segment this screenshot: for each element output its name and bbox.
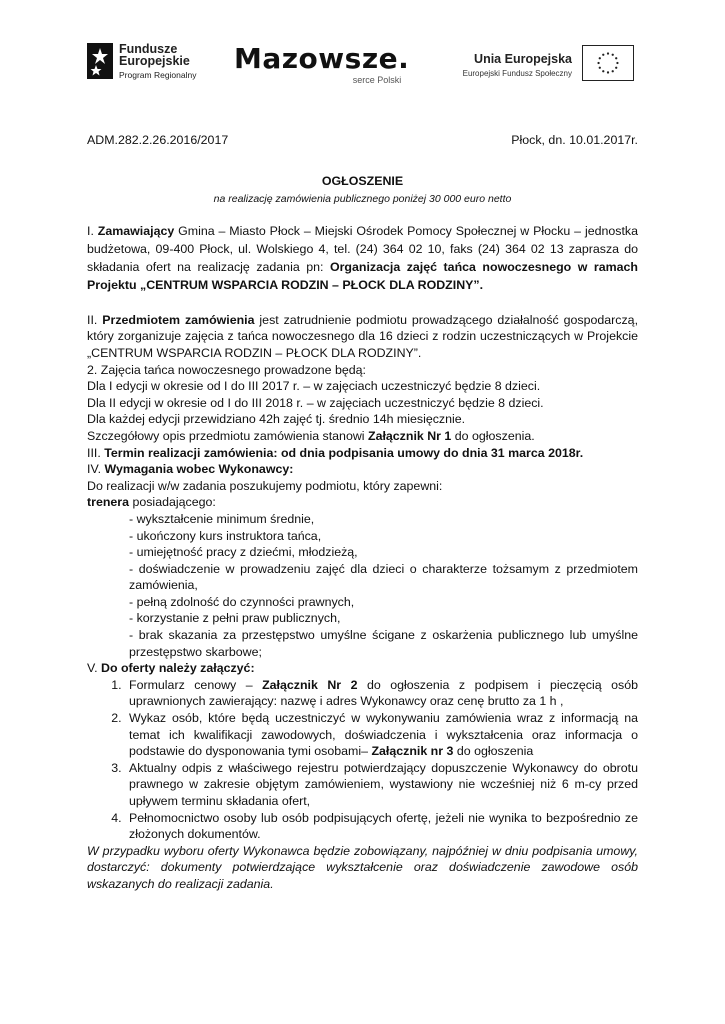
document-subtitle: na realizację zamówienia publicznego poniżej 30 000 euro netto xyxy=(213,193,512,206)
fe-line3: Program Regionalny xyxy=(119,70,197,80)
sec4-prefix: IV. xyxy=(87,462,105,477)
requirement-item: - ukończony kurs instruktora tańca, xyxy=(129,528,322,543)
sec1-text: Gmina – Miasto Płock – Miejski Ośrodek Pomocy Społecznej w Płocku – jednostka budżetowa, 09-400 Płock, ul. Wolskiego 4, tel. (24) 364 02 10, faks (24) 364 02 13 zaprasza do składania ofert na realizację zadania pn: xyxy=(87,223,638,274)
sec2-line6-post: do ogłoszenia. xyxy=(451,428,535,443)
sec2-line5: Dla każdej edycji przewidziano 42h zajęć tj. średnio 14h miesięcznie. xyxy=(87,412,466,427)
sec2-line3: Dla I edycji w okresie od I do III 2017 r. – w zajęciach uczestniczyć będzie 8 dzieci. xyxy=(87,379,541,394)
sec2-line6-pre: Szczegółowy opis przedmiotu zamówienia stanowi xyxy=(87,428,368,443)
section-2-subject xyxy=(87,312,638,445)
sec4-trainer-rest: posiadającego: xyxy=(129,495,216,510)
attachment-item-2 xyxy=(125,710,638,760)
requirement-item: - brak skazania za przestępstwo umyślne ścigane z oskarżenia publicznego lub umyślne przestępstwo skarbowe; xyxy=(129,628,638,659)
announcement-document xyxy=(87,128,638,893)
sec5-label: Do oferty należy załączyć: xyxy=(101,661,255,676)
sec4-trainer: trenera xyxy=(87,495,130,510)
sec2-line6 xyxy=(87,428,638,445)
fundusze-europejskie-logo xyxy=(87,43,196,81)
requirement-item: - pełną zdolność do czynności prawnych, xyxy=(129,594,355,609)
sec3-text: Termin realizacji zamówienia: od dnia podpisania umowy do dnia 31 marca 2018r. xyxy=(104,445,584,460)
reference-number: ADM.282.2.26.2016/2017 xyxy=(87,133,229,147)
sec2-prefix: II. xyxy=(87,312,103,327)
ue-title: Unia Europejska xyxy=(474,52,572,66)
sec2-line6-bold: Załącznik Nr 1 xyxy=(368,428,452,443)
section-4-requirements xyxy=(87,461,638,660)
mazowsze-logo xyxy=(234,44,409,89)
sec3-prefix: III. xyxy=(87,445,105,460)
attachments-list xyxy=(87,677,638,843)
requirement-item: - umiejętność pracy z dziećmi, młodzieżą, xyxy=(129,545,358,560)
requirement-item: - wykształcenie minimum średnie, xyxy=(129,511,315,526)
fe-line1: Fundusze xyxy=(119,42,178,56)
attachment-item-1 xyxy=(125,677,638,710)
mazowsze-tagline: serce Polski xyxy=(352,75,402,85)
sec2-line4: Dla II edycji w okresie od I do III 2018 r. – w zajęciach uczestniczyć będzie 8 dzieci. xyxy=(87,395,544,410)
sec5-prefix: V. xyxy=(87,661,102,676)
sec1-prefix: I. xyxy=(87,223,98,238)
item1-bold: Załącznik Nr 2 xyxy=(262,677,358,692)
sec4-intro: Do realizacji w/w zadania poszukujemy podmiotu, który zapewni: xyxy=(87,478,443,493)
sec2-label: Przedmiotem zamówienia xyxy=(102,312,255,327)
eu-flag-icon xyxy=(582,45,634,81)
sec1-label: Zamawiający xyxy=(97,223,175,238)
requirement-item: - korzystanie z pełni praw publicznych, xyxy=(129,611,341,626)
section-1-contracting-party xyxy=(87,222,638,294)
item1-pre: Formularz cenowy – xyxy=(129,677,263,692)
document-title: OGŁOSZENIE xyxy=(321,173,404,188)
attachment-item-4: 4. Pełnomocnictwo osoby lub osób podpisujących ofertę, jeżeli nie wynika to bezpośrednio ze złożonych dokumentów. xyxy=(125,810,638,843)
sec1-task: Organizacja zajęć tańca nowoczesnego w ramach Projektu „CENTRUM WSPARCIA RODZIN – PŁOCK DLA RODZINY”. xyxy=(87,259,638,292)
fe-line2: Europejskie xyxy=(119,54,190,68)
place-date: Płock, dn. 10.01.2017r. xyxy=(511,133,638,147)
sec2-line2: 2. Zajęcia tańca nowoczesnego prowadzone będą: xyxy=(87,362,366,377)
section-3-deadline xyxy=(87,445,638,462)
unia-europejska-logo xyxy=(456,52,572,83)
sec4-label: Wymagania wobec Wykonawcy: xyxy=(104,462,294,477)
section-5-attachments xyxy=(87,660,638,843)
closing-note: W przypadku wyboru oferty Wykonawca będzie zobowiązany, najpóźniej w dniu podpisania umowy, dostarczyć: dokumenty potwierdzające wykształcenie oraz doświadczenie zawodowe osób wskazanych do realizacji zadania. xyxy=(87,843,638,891)
item1-post: do ogłoszenia z podpisem i pieczęcią osób uprawnionych zawierający: nazwę i adres Wykonawcy oraz cenę brutto za 1 h , xyxy=(129,677,638,709)
sec2-text: jest zatrudnienie podmiotu prowadzącego działalność gospodarczą, który zorganizuje zajęcia z tańca nowoczesnego dla 16 dzieci z rodzin uczestniczących w Projekcie „CENTRUM WSPARCIA RODZIN – PŁOCK DLA RODZINY”. xyxy=(87,312,639,360)
item2-post: do ogłoszenia xyxy=(453,744,534,759)
item2-bold: Załącznik nr 3 xyxy=(371,744,454,759)
item2-pre: Wykaz osób, które będą uczestniczyć w wykonywaniu zamówienia wraz z informacją na temat ich kwalifikacji zawodowych, doświadczenia i wykształcenia oraz informacja o podstawie do dysponowania tymi osobami– xyxy=(129,711,638,759)
ue-subtitle: Europejski Fundusz Społeczny xyxy=(462,69,572,78)
requirement-item: - doświadczenie w prowadzeniu zajęć dla dzieci o charakterze tożsamym z przedmiotem zamówienia, xyxy=(129,561,638,593)
attachment-item-3: 3. Aktualny odpis z właściwego rejestru potwierdzający dopuszczenie Wykonawcy do obrotu prawnego w zakresie objętym zamówieniem, wystawiony nie wcześniej niż 6 m-cy przed upływem terminu składania ofert, xyxy=(125,760,638,810)
mazowsze-wordmark: Mazowsze. xyxy=(234,42,410,75)
reference-row xyxy=(87,132,638,149)
logo-bar xyxy=(0,0,725,110)
fe-stars-icon xyxy=(87,43,113,79)
